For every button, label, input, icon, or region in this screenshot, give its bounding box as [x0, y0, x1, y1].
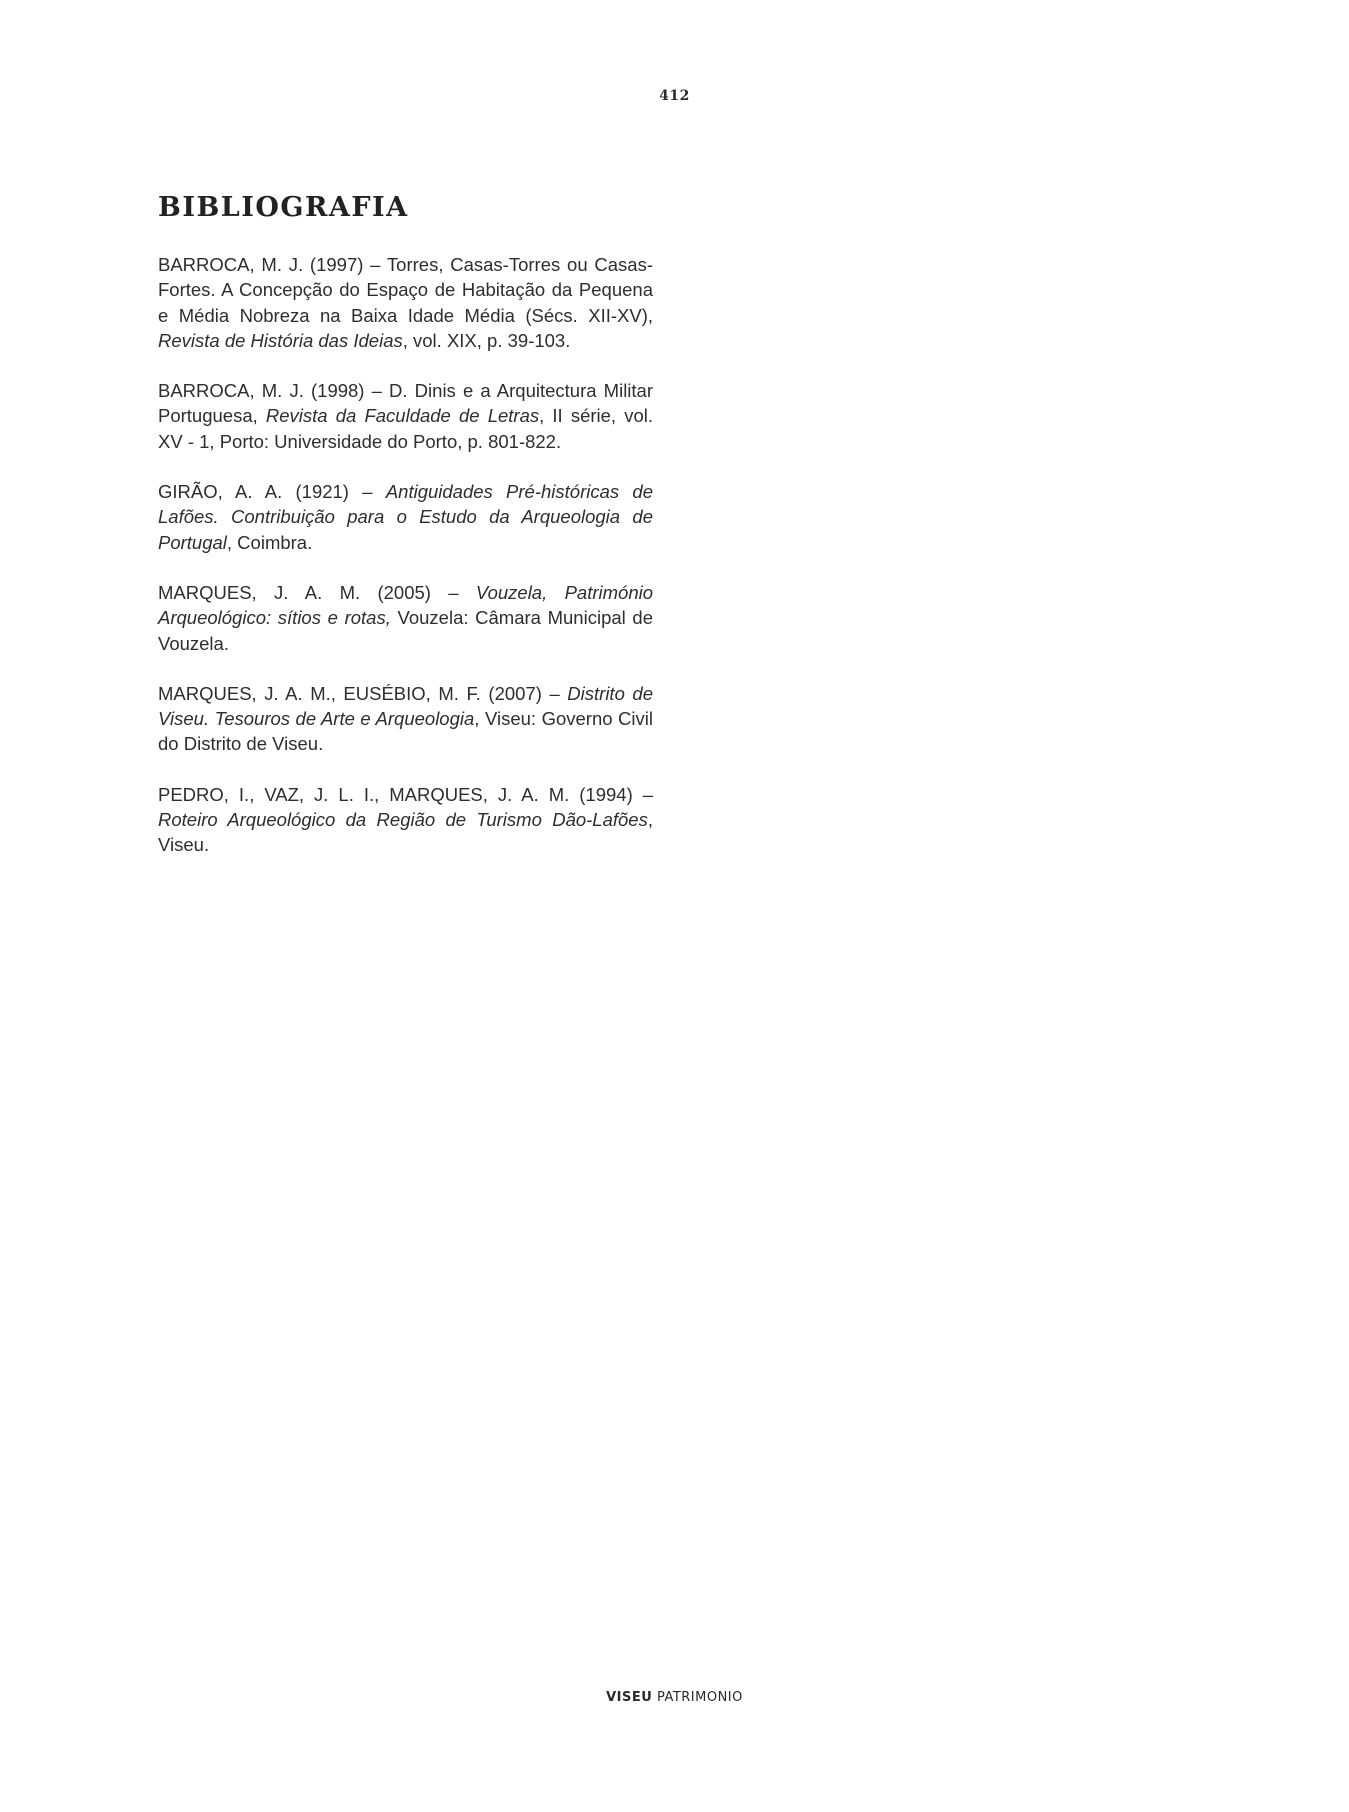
- entry-title-italic: Revista da Faculdade de Letras: [265, 405, 540, 427]
- entry-title-italic: Distrito de Viseu. Tesouros de Arte e Arqueologia: [158, 682, 653, 730]
- entry-authors-text: MARQUES, J. A. M., EUSÉBIO, M. F. (2007) –: [158, 682, 568, 704]
- entry-title-italic: Revista de História das Ideias: [158, 329, 403, 351]
- footer-brand-regular: PATRIMONIO: [656, 1690, 743, 1705]
- bibliography-list: [158, 252, 653, 883]
- entry-authors-text: BARROCA, M. J. (1998) – D. Dinis e a Arquitectura Militar Portuguesa,: [158, 380, 653, 427]
- footer-brand-bold: VISEU: [606, 1690, 653, 1705]
- entry-authors-text: PEDRO, I., VAZ, J. L. I., MARQUES, J. A. M. (1994) –: [158, 783, 653, 805]
- entry-details-text: , Viseu: Governo Civil do Distrito de Viseu.: [158, 708, 653, 755]
- entry-title-italic: Vouzela, Património Arqueológico: sítios e rotas,: [158, 581, 654, 629]
- bibliography-entry: [158, 580, 653, 656]
- section-heading: BIBLIOGRAFIA: [158, 192, 409, 223]
- entry-title-italic: Roteiro Arqueológico da Região de Turismo Dão-Lafões: [158, 809, 648, 831]
- entry-authors-text: BARROCA, M. J. (1997) – Torres, Casas-Torres ou Casas-Fortes. A Concepção do Espaço de Habitação da Pequena e Média Nobreza na Baixa Idade Média (Sécs. XII-XV),: [158, 254, 653, 326]
- bibliography-entry: [158, 681, 653, 757]
- entry-details-text: , Viseu.: [158, 809, 653, 856]
- bibliography-entry: [158, 782, 653, 858]
- entry-authors-text: MARQUES, J. A. M. (2005) –: [158, 581, 476, 603]
- entry-details-text: , II série, vol. XV - 1, Porto: Universidade do Porto, p. 801-822.: [158, 405, 653, 452]
- bibliography-entry: [158, 252, 653, 353]
- entry-details-text: , Coimbra.: [226, 531, 313, 553]
- entry-authors-text: GIRÃO, A. A. (1921) –: [158, 481, 386, 503]
- page-number: 412: [659, 88, 690, 104]
- entry-details-text: , vol. XIX, p. 39-103.: [402, 329, 571, 351]
- bibliography-entry: [158, 378, 653, 454]
- bibliography-entry: [158, 479, 653, 555]
- footer-brand: [0, 1690, 1349, 1705]
- entry-details-text: Vouzela: Câmara Municipal de Vouzela.: [158, 607, 653, 654]
- entry-title-italic: Antiguidades Pré-históricas de Lafões. Contribuição para o Estudo da Arqueologia de Portugal: [158, 481, 653, 553]
